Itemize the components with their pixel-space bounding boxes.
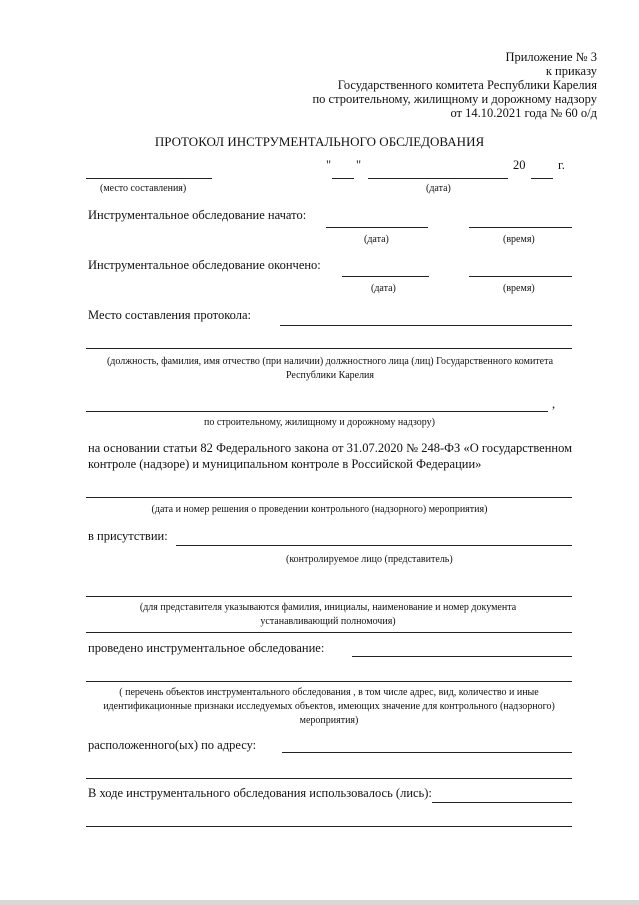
decision-field-line[interactable] xyxy=(86,497,572,498)
presence-caption: (контролируемое лицо (представитель) xyxy=(286,554,453,565)
year-field-line[interactable] xyxy=(531,178,553,179)
separator-line xyxy=(86,632,572,633)
place-caption: (место составления) xyxy=(100,183,187,194)
tools-label: В ходе инструментального обследования использовалось (лись): xyxy=(88,786,432,800)
started-date-caption: (дата) xyxy=(364,234,389,245)
scan-bottom-edge xyxy=(0,900,639,905)
presence-label: в присутствии: xyxy=(88,529,168,543)
quote-open: " xyxy=(326,158,332,172)
place-field-line[interactable] xyxy=(86,178,212,179)
month-field-line[interactable] xyxy=(368,178,508,179)
document-title: ПРОТОКОЛ ИНСТРУМЕНТАЛЬНОГО ОБСЛЕДОВАНИЯ xyxy=(154,134,485,149)
inspection-label: проведено инструментальное обследование: xyxy=(88,641,325,655)
basis-text: на основании статьи 82 Федерального закона от 31.07.2020 № 248-ФЗ «О государственном контроле (надзоре) и муниципальном контроле в Российской Федерации» xyxy=(88,441,572,471)
representative-field-line[interactable] xyxy=(86,596,572,597)
presence-field-line[interactable] xyxy=(176,545,572,546)
started-time-line[interactable] xyxy=(469,227,572,228)
appendix-order-date: от 14.10.2021 года № 60 о/д xyxy=(450,106,597,120)
appendix-order-ref: к приказу xyxy=(545,64,597,78)
official-field-line[interactable] xyxy=(86,348,572,349)
finished-label: Инструментальное обследование окончено: xyxy=(88,258,321,272)
started-date-line[interactable] xyxy=(326,227,428,228)
tools-field-line[interactable] xyxy=(432,802,572,803)
inspection-field-line[interactable] xyxy=(352,656,572,657)
quote-close: " xyxy=(356,158,362,172)
started-label: Инструментальное обследование начато: xyxy=(88,208,307,222)
inspection-caption: ( перечень объектов инструментального обследования , в том числе адрес, вид, количество и иные идентификационные признаки исследуемых объектов, имеющих значение для контрольного (надзорного) мероприятия) xyxy=(103,687,555,726)
representative-caption: (для представителя указываются фамилия, инициалы, наименование и номер документа устанавливающий полномочия) xyxy=(139,602,517,627)
place-label: Место составления протокола: xyxy=(88,308,251,322)
finished-date-caption: (дата) xyxy=(371,283,396,294)
started-time-caption: (время) xyxy=(503,234,535,245)
decision-caption: (дата и номер решения о проведении контрольного (надзорного) мероприятия) xyxy=(151,504,488,515)
appendix-committee: Государственного комитета Республики Карелия xyxy=(337,78,597,92)
place-field-line-2[interactable] xyxy=(280,325,572,326)
date-caption: (дата) xyxy=(426,183,451,194)
inspection-field-line-2[interactable] xyxy=(86,681,572,682)
finished-time-caption: (время) xyxy=(503,283,535,294)
year-suffix: г. xyxy=(558,158,565,172)
day-field-line[interactable] xyxy=(332,178,354,179)
official-field-line-2[interactable] xyxy=(86,411,548,412)
appendix-number: Приложение № 3 xyxy=(505,50,597,64)
official-caption-2: по строительному, жилищному и дорожному надзору) xyxy=(204,417,435,428)
official-comma: , xyxy=(552,397,556,411)
address-label: расположенного(ых) по адресу: xyxy=(88,738,257,752)
finished-date-line[interactable] xyxy=(342,276,429,277)
address-field-line-2[interactable] xyxy=(86,778,572,779)
finished-time-line[interactable] xyxy=(469,276,572,277)
address-field-line[interactable] xyxy=(282,752,572,753)
official-caption: (должность, фамилия, имя отчество (при наличии) должностного лица (лиц) Государственного комитета Республики Карелия xyxy=(106,356,554,381)
appendix-committee-scope: по строительному, жилищному и дорожному надзору xyxy=(312,92,597,106)
tools-field-line-2[interactable] xyxy=(86,826,572,827)
year-prefix: 20 xyxy=(513,158,526,172)
